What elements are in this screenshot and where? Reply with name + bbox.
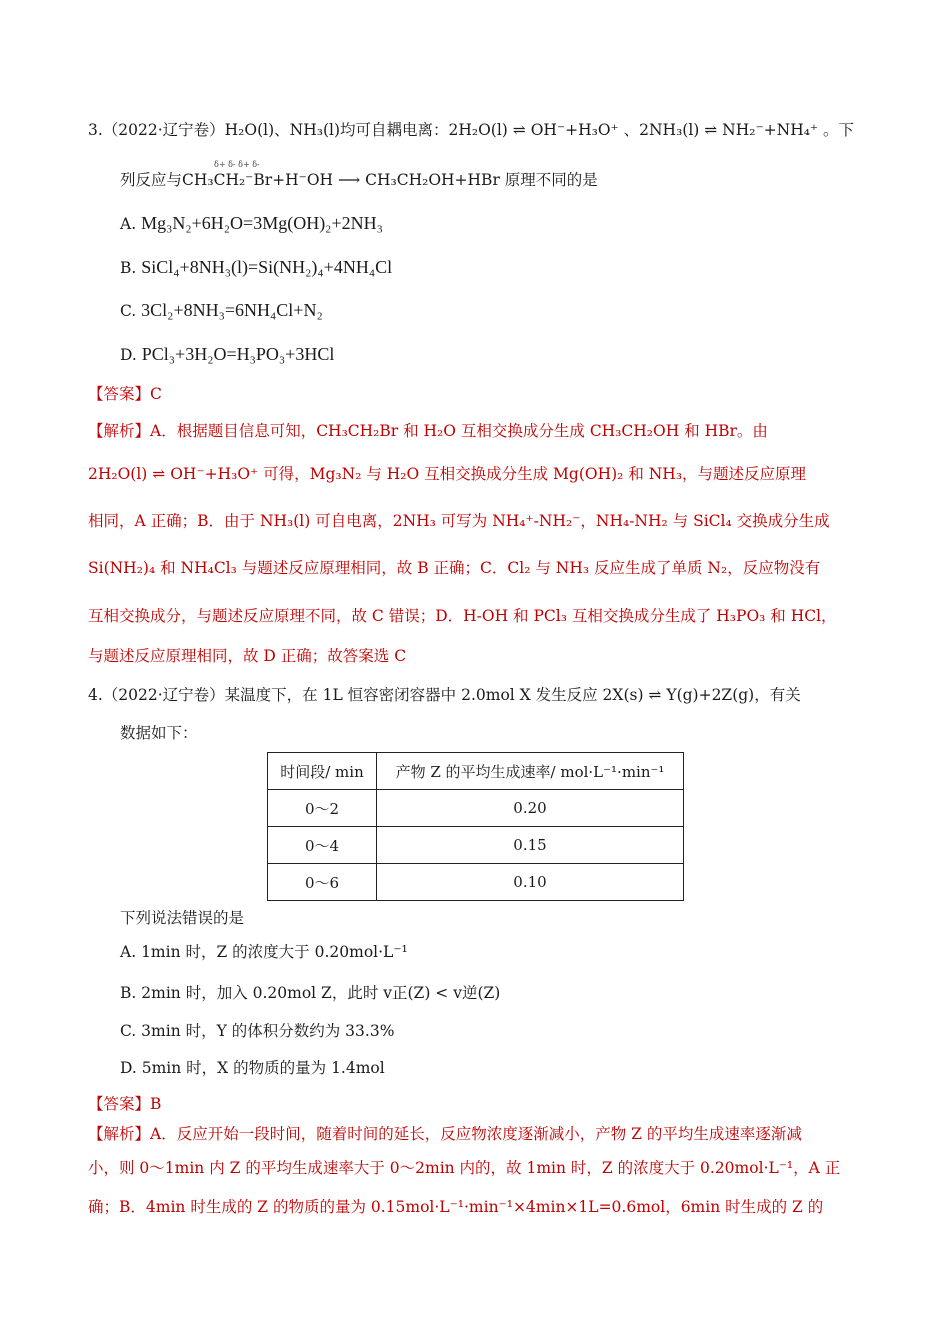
q4-stem-line1: 4.（2022·辽宁卷）某温度下，在 1L 恒容密闭容器中 2.0mol X 发生反应 2X(s) ⇌ Y(g)+2Z(g)，有关 <box>88 686 801 704</box>
q3-stem-line1: 3.（2022·辽宁卷）H₂O(l)、NH₃(l)均可自耦电离：2H₂O(l) ⇌ OH⁻+H₃O⁺ 、2NH₃(l) ⇌ NH₂⁻+NH₄⁺ 。下 <box>88 121 855 139</box>
table-cell: 0.10 <box>377 864 684 901</box>
table-row <box>268 827 684 864</box>
q4-stem-line2: 数据如下： <box>120 724 198 742</box>
table-header-cell: 产物 Z 的平均生成速率/ mol·L⁻¹·min⁻¹ <box>377 753 684 790</box>
table-cell: 0～4 <box>268 827 377 864</box>
table-row <box>268 790 684 827</box>
q4-analysis-line2: 小，则 0～1min 内 Z 的平均生成速率大于 0～2min 内的，故 1min 时，Z 的浓度大于 0.20mol·L⁻¹，A 正 <box>88 1159 841 1177</box>
q4-data-table <box>267 752 684 901</box>
table-cell: 0.15 <box>377 827 684 864</box>
q3-analysis-line2: 2H₂O(l) ⇌ OH⁻+H₃O⁺ 可得，Mg₃N₂ 与 H₂O 互相交换成分生成 Mg(OH)₂ 和 NH₃，与题述反应原理 <box>88 465 807 483</box>
q4-option-d: D. 5min 时，X 的物质的量为 1.4mol <box>120 1059 385 1077</box>
table-cell: 0～2 <box>268 790 377 827</box>
table-row <box>268 864 684 901</box>
table-header-row <box>268 753 684 790</box>
q4-answer: 【答案】B <box>88 1095 162 1113</box>
q3-analysis-line4: Si(NH₂)₄ 和 NH₄Cl₃ 与题述反应原理相同，故 B 正确；C．Cl₂ 与 NH₃ 反应生成了单质 N₂，反应物没有 <box>88 559 821 577</box>
q3-analysis-line5: 互相交换成分，与题述反应原理不同，故 C 错误；D．H-OH 和 PCl₃ 互相交换成分生成了 H₃PO₃ 和 HCl， <box>88 607 837 625</box>
q4-prompt: 下列说法错误的是 <box>120 909 245 927</box>
q3-analysis-line6: 与题述反应原理相同，故 D 正确；故答案选 C <box>88 647 407 665</box>
q3-option-b: B. SiCl₄+8NH₃(l)=Si(NH₂)₄+4NH₄Cl <box>120 257 393 277</box>
q3-partial-charges: δ+ δ- δ+ δ- <box>214 160 260 169</box>
q3-answer: 【答案】C <box>88 385 162 403</box>
q3-option-c: C. 3Cl₂+8NH₃=6NH₄Cl+N₂ <box>120 300 323 320</box>
q4-option-c: C. 3min 时，Y 的体积分数约为 33.3% <box>120 1022 395 1040</box>
q4-analysis-line1: 【解析】A．反应开始一段时间，随着时间的延长，反应物浓度逐渐减小，产物 Z 的平均生成速率逐渐减 <box>88 1125 802 1143</box>
q4-analysis-line3: 确；B．4min 时生成的 Z 的物质的量为 0.15mol·L⁻¹·min⁻¹×4min×1L=0.6mol，6min 时生成的 Z 的 <box>88 1198 824 1216</box>
table-cell: 0～6 <box>268 864 377 901</box>
q3-option-a: A. Mg₃N₂+6H₂O=3Mg(OH)₂+2NH₃ <box>120 213 383 233</box>
q3-option-d: D. PCl₃+3H₂O=H₃PO₃+3HCl <box>120 344 335 364</box>
q4-option-a: A. 1min 时，Z 的浓度大于 0.20mol·L⁻¹ <box>120 943 408 961</box>
q3-analysis-line1: 【解析】A．根据题目信息可知，CH₃CH₂Br 和 H₂O 互相交换成分生成 CH₃CH₂OH 和 HBr。由 <box>88 422 768 440</box>
table-cell: 0.20 <box>377 790 684 827</box>
q4-option-b: B. 2min 时，加入 0.20mol Z，此时 v正(Z) < v逆(Z) <box>120 984 501 1002</box>
table-header-cell: 时间段/ min <box>268 753 377 790</box>
q3-stem-line2: 列反应与CH₃CH₂⁻Br+H⁻OH ⟶ CH₃CH₂OH+HBr 原理不同的是 <box>120 171 598 189</box>
q3-analysis-line3: 相同，A 正确；B．由于 NH₃(l) 可自电离，2NH₃ 可写为 NH₄⁺-NH₂⁻，NH₄-NH₂ 与 SiCl₄ 交换成分生成 <box>88 512 830 530</box>
